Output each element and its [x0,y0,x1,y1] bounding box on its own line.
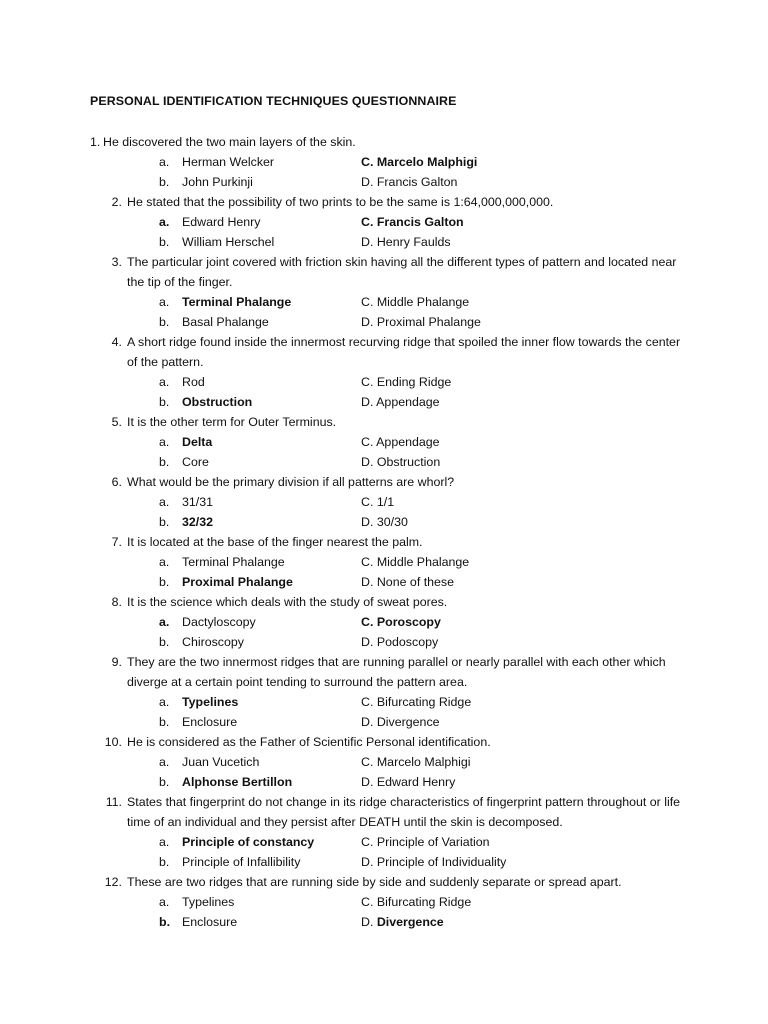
option-text: Middle Phalange [376,295,470,309]
question-stem [0,472,768,492]
option-c [361,292,469,312]
option-text: Alphonse Bertillon [182,775,293,789]
question-stem [0,532,768,552]
option-d [361,912,444,932]
option-text: Marcelo Malphigi [376,755,471,769]
option-row [0,512,768,532]
option-label: a. [159,435,170,449]
option-text: Edward Henry [182,215,261,229]
option-row [0,772,768,792]
option-c [361,212,464,232]
option-label: D. [361,915,374,929]
question-number: 1. [90,135,101,149]
option-c [361,892,471,912]
option-row [0,392,768,412]
option-row [0,312,768,332]
option-row [0,212,768,232]
option-b [159,912,237,932]
option-a [159,752,259,772]
option-row [0,892,768,912]
option-label: b. [159,315,170,329]
question-number: 4. [111,335,122,349]
question-item [0,472,768,532]
question-number: 6. [111,475,122,489]
question-item [0,532,768,592]
option-row [0,572,768,592]
option-row [0,752,768,772]
option-label: D. [361,715,374,729]
option-text: Principle of Variation [376,835,490,849]
option-text: Dactyloscopy [182,615,256,629]
question-number: 2. [111,195,122,209]
option-text: Typelines [182,695,239,709]
option-b [159,392,252,412]
option-row [0,152,768,172]
option-label: b. [159,715,170,729]
question-item [0,652,768,732]
option-text: 30/30 [376,515,408,529]
option-text: Francis Galton [376,175,458,189]
question-number: 8. [111,595,122,609]
option-text: 1/1 [376,495,395,509]
option-text: Principle of Individuality [376,855,507,869]
option-b [159,232,274,252]
option-c [361,752,471,772]
option-b [159,632,244,652]
question-item [0,192,768,252]
option-a [159,612,256,632]
option-text: William Herschel [182,235,275,249]
question-item [0,592,768,652]
option-text: Appendage [376,395,440,409]
option-label: a. [159,295,170,309]
option-a [159,552,285,572]
option-label: C. [361,155,374,169]
option-d [361,772,455,792]
question-text: It is located at the base of the finger nearest the palm. [127,535,423,549]
option-label: a. [159,555,170,569]
option-label: C. [361,215,374,229]
option-label: D. [361,455,374,469]
option-label: D. [361,855,374,869]
option-label: b. [159,635,170,649]
question-text: These are two ridges that are running side by side and suddenly separate or spread apart. [127,875,622,889]
option-d [361,452,440,472]
option-c [361,372,451,392]
question-stem [0,872,768,892]
option-label: a. [159,155,170,169]
option-row [0,852,768,872]
question-item [0,332,768,412]
question-number: 5. [111,415,122,429]
option-label: a. [159,755,170,769]
option-text: Terminal Phalange [182,295,292,309]
option-row [0,912,768,932]
question-text: What would be the primary division if all patterns are whorl? [127,475,455,489]
option-text: Marcelo Malphigi [376,155,478,169]
option-text: Chiroscopy [182,635,244,649]
option-label: b. [159,235,170,249]
option-label: D. [361,635,374,649]
option-b [159,452,209,472]
option-label: C. [361,695,374,709]
option-text: Divergence [376,915,444,929]
option-label: a. [159,695,170,709]
question-stem [0,132,768,152]
option-a [159,212,261,232]
option-row [0,692,768,712]
question-stem [0,252,768,292]
question-text: A short ridge found inside the innermost recurving ridge that spoiled the inner flow towards the center of the pattern. [127,335,681,369]
option-text: Juan Vucetich [182,755,260,769]
option-row [0,832,768,852]
option-text: Divergence [376,715,440,729]
option-label: D. [361,175,374,189]
option-text: Bifurcating Ridge [376,695,472,709]
option-row [0,552,768,572]
question-stem [0,732,768,752]
option-text: Principle of Infallibility [182,855,301,869]
option-text: Principle of constancy [182,835,315,849]
option-text: 32/32 [182,515,214,529]
option-text: 31/31 [182,495,214,509]
question-text: He is considered as the Father of Scientific Personal identification. [127,735,491,749]
option-text: Delta [182,435,213,449]
question-number: 9. [111,655,122,669]
option-d [361,232,451,252]
option-text: Bifurcating Ridge [376,895,472,909]
question-text: He stated that the possibility of two prints to be the same is 1:64,000,000,000. [127,195,554,209]
option-row [0,432,768,452]
option-text: Typelines [182,895,235,909]
question-number: 12. [104,875,122,889]
option-row [0,372,768,392]
option-text: Francis Galton [376,215,464,229]
option-row [0,492,768,512]
option-b [159,712,237,732]
option-label: b. [159,775,170,789]
option-c [361,612,441,632]
option-d [361,172,457,192]
option-c [361,152,477,172]
option-row [0,712,768,732]
option-row [0,612,768,632]
option-text: Middle Phalange [376,555,470,569]
option-label: a. [159,495,170,509]
option-row [0,632,768,652]
question-item [0,412,768,472]
option-label: b. [159,575,170,589]
option-text: Terminal Phalange [182,555,285,569]
option-a [159,892,234,912]
option-d [361,312,481,332]
option-text: Ending Ridge [376,375,452,389]
option-row [0,172,768,192]
question-item [0,132,768,192]
option-label: b. [159,455,170,469]
question-stem [0,792,768,832]
option-label: C. [361,375,374,389]
option-b [159,312,269,332]
option-label: a. [159,835,170,849]
option-text: Henry Faulds [376,235,451,249]
option-c [361,432,440,452]
question-number: 11. [105,795,122,809]
question-item [0,732,768,792]
question-stem [0,592,768,612]
option-row [0,292,768,312]
question-number: 10. [104,735,122,749]
option-text: Basal Phalange [182,315,269,329]
option-label: C. [361,835,374,849]
option-text: John Purkinji [182,175,253,189]
option-b [159,172,253,192]
option-label: D. [361,775,374,789]
question-stem [0,192,768,212]
option-text: Podoscopy [376,635,439,649]
option-text: Obstruction [182,395,253,409]
question-text: He discovered the two main layers of the skin. [103,135,356,149]
question-item [0,792,768,872]
option-row [0,452,768,472]
question-stem [0,412,768,432]
option-label: C. [361,615,374,629]
option-label: C. [361,555,374,569]
option-text: Core [182,455,209,469]
option-a [159,832,314,852]
question-text: The particular joint covered with friction skin having all the different types of pattern and located near the tip of the finger. [127,255,677,289]
option-c [361,552,469,572]
option-text: Proximal Phalange [376,315,481,329]
question-number: 3. [111,255,122,269]
option-label: D. [361,315,374,329]
option-label: C. [361,755,374,769]
option-label: D. [361,515,374,529]
option-label: a. [159,215,170,229]
option-b [159,572,293,592]
question-list [0,132,768,932]
option-text: Edward Henry [376,775,456,789]
option-a [159,432,212,452]
option-text: Enclosure [182,715,238,729]
option-c [361,492,394,512]
option-label: b. [159,175,170,189]
option-label: D. [361,575,374,589]
option-text: Herman Welcker [182,155,275,169]
option-text: Enclosure [182,915,238,929]
option-d [361,512,408,532]
option-label: b. [159,855,170,869]
option-text: Rod [182,375,205,389]
option-text: Proximal Phalange [182,575,293,589]
question-item [0,872,768,932]
option-label: b. [159,915,171,929]
question-text: States that fingerprint do not change in its ridge characteristics of fingerprint pattern throughout or life time of an individual and they persist after DEATH until the skin is decomposed. [127,795,681,829]
option-label: a. [159,375,170,389]
option-label: C. [361,495,374,509]
option-b [159,772,292,792]
option-text: Poroscopy [376,615,441,629]
option-a [159,692,238,712]
option-label: C. [361,295,374,309]
option-text: Appendage [376,435,440,449]
question-stem [0,652,768,692]
option-a [159,292,291,312]
option-text: Obstruction [376,455,441,469]
option-d [361,572,454,592]
option-row [0,232,768,252]
option-a [159,492,213,512]
option-text: None of these [376,575,455,589]
option-label: b. [159,395,170,409]
option-d [361,712,440,732]
option-a [159,372,205,392]
question-text: It is the science which deals with the study of sweat pores. [127,595,448,609]
option-b [159,512,213,532]
option-a [159,152,274,172]
question-stem [0,332,768,372]
option-c [361,832,490,852]
option-d [361,632,438,652]
document-title: PERSONAL IDENTIFICATION TECHNIQUES QUESTIONNAIRE [90,94,457,108]
option-b [159,852,300,872]
question-text: It is the other term for Outer Terminus. [127,415,337,429]
option-c [361,692,471,712]
option-label: C. [361,895,374,909]
option-label: a. [159,615,170,629]
option-d [361,392,440,412]
option-label: a. [159,895,170,909]
option-label: C. [361,435,374,449]
question-number: 7. [111,535,122,549]
question-text: They are the two innermost ridges that are running parallel or nearly parallel with each other which diverge at a certain point tending to surround the pattern area. [127,655,666,689]
option-label: b. [159,515,170,529]
option-label: D. [361,235,374,249]
option-label: D. [361,395,374,409]
option-d [361,852,506,872]
question-item [0,252,768,332]
